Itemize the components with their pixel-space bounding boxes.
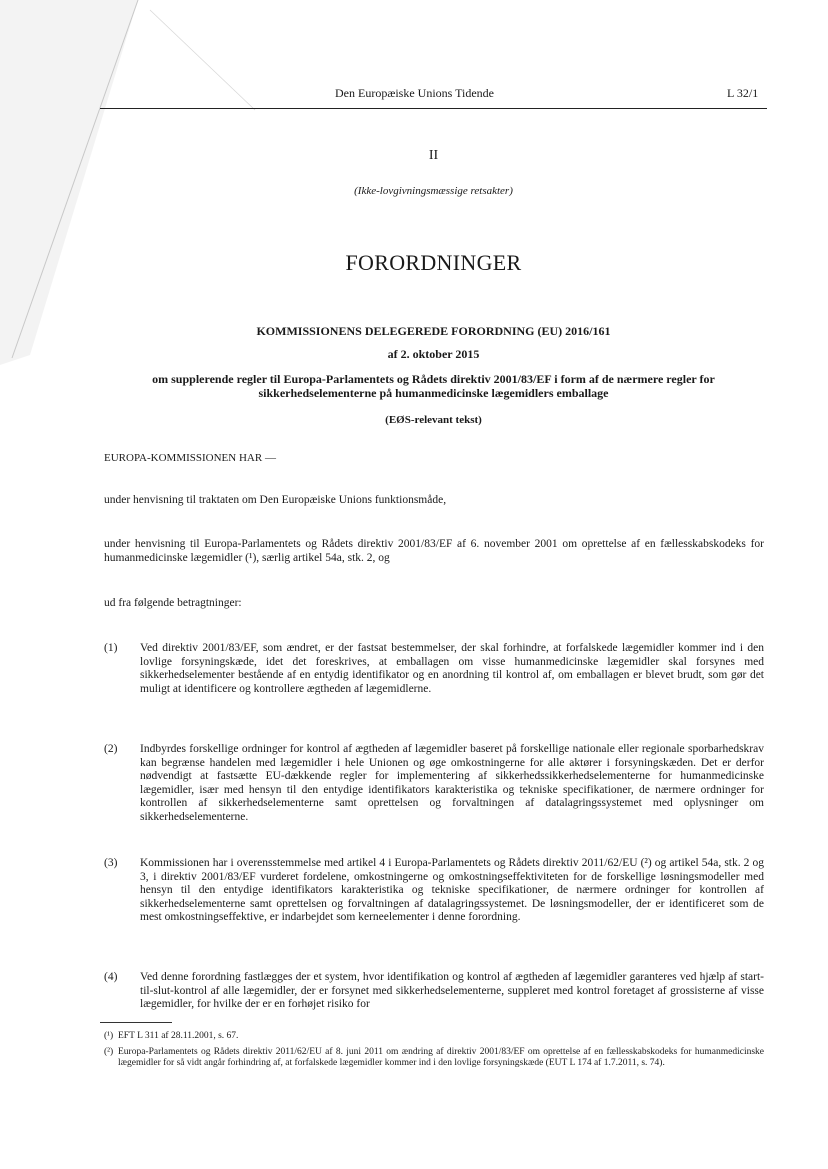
eea-relevance-note: (EØS-relevant tekst)	[385, 414, 482, 426]
recital-number: (1)	[104, 642, 118, 654]
footnote-rule	[100, 1022, 172, 1023]
recital-text: Indbyrdes forskellige ordninger for kontrol af ægtheden af lægemidler baseret på forskellige nationale eller regionale sporbarhedskrav kan begrænse handelen med lægemidler i hele Unionen og øge omkostningerne for alle aktører i forsyningskæden. Det er derfor nødvendigt at fastsætte EU-dækkende regler for implementering af sikkerhedssikkerhedselementerne for humanmedicinske lægemidler, især med hensyn til den entydige identifikators karakteristika og tekniske specifikationer, de nærmere ordninger for kontrollen af sikkerhedselementerne samt oprettelsen og forvaltningen af datalagringssystemet med oplysninger om sikkerhedselementerne.	[140, 743, 764, 823]
recital-text: Ved direktiv 2001/83/EF, som ændret, er der fastsat bestemmelser, der skal forhindre, at forfalskede lægemidler kommer ind i den lovlige forsyningskæde, idet det foreskrives, at emballagen om visse humanmedicinske lægemidler skal forsynes med sikkerhedselementer bestående af en entydig identifikator og en anordning til kontrol af, om emballagen er blevet brudt, som gør det muligt at identificere og kontrollere ægtheden af lægemidlerne.	[140, 642, 764, 695]
footnote-text: EFT L 311 af 28.11.2001, s. 67.	[118, 1031, 239, 1041]
recital-number: (3)	[104, 857, 118, 869]
citation-directive: under henvisning til Europa-Parlamentets og Rådets direktiv 2001/83/EF af 6. november 2001 om oprettelse af en fællesskabskodeks for humanmedicinske lægemidler (¹), særlig artikel 54a, stk. 2, og	[104, 538, 764, 564]
citation-treaty: under henvisning til traktaten om Den Europæiske Unions funktionsmåde,	[104, 494, 447, 506]
enacting-intro: EUROPA-KOMMISSIONEN HAR —	[104, 452, 276, 464]
section-subtitle: (Ikke-lovgivningsmæssige retsakter)	[354, 185, 513, 197]
recital-text: Ved denne forordning fastlægges der et system, hvor identifikation og kontrol af ægtheden af lægemidler garanteres ved hjælp af start-til-slut-kontrol af alle lægemidler, der er forsynet med sikkerhedselementerne, suppleret med kontrol foretaget af grossisterne af visse lægemidler, for hvilke der er en forhøjet risiko for	[140, 971, 764, 1010]
journal-title: Den Europæiske Unions Tidende	[335, 86, 494, 100]
recital-number: (4)	[104, 971, 118, 983]
page-reference: L 32/1	[727, 86, 759, 100]
recital-number: (2)	[104, 743, 118, 755]
footnote-mark: (²)	[104, 1047, 114, 1057]
regulation-title: KOMMISSIONENS DELEGEREDE FORORDNING (EU) 2016/161	[256, 324, 611, 338]
considering-intro: ud fra følgende betragtninger:	[104, 597, 242, 609]
header-rule	[100, 108, 767, 109]
main-heading: FORORDNINGER	[345, 250, 522, 275]
recital-text: Kommissionen har i overensstemmelse med artikel 4 i Europa-Parlamentets og Rådets direktiv 2011/62/EU (²) og artikel 54a, stk. 2 og 3, i direktiv 2001/83/EF vurderet fordelene, omkostningerne og omkostningseffektiviteten for de forskellige løsningsmodeller med hensyn til den entydige identifikators karakteristika og tekniske specifikationer, de nærmere ordninger for kontrollen af sikkerhedselementerne samt oprettelsen og forvaltningen af datalagringssystemet. De løsningsmodeller, der er identificeret som de mest omkostningseffektive, er indarbejdet som kerneelementer i denne forordning.	[140, 857, 764, 923]
section-number: II	[428, 148, 439, 163]
regulation-subject: om supplerende regler til Europa-Parlamentets og Rådets direktiv 2001/83/EF i form af de nærmere regler for sikkerhedselementerne på humanmedicinske lægemidlers emballage	[152, 372, 715, 400]
footnote-text: Europa-Parlamentets og Rådets direktiv 2011/62/EU af 8. juni 2011 om ændring af direktiv 2001/83/EF om oprettelse af en fællesskabskodeks for humanmedicinske lægemidler for så vidt angår forhindring af, at forfalskede lægemidler kommer ind i den lovlige forsyningskæde (EUT L 174 af 1.7.2011, s. 74).	[118, 1047, 764, 1068]
regulation-date: af 2. oktober 2015	[387, 347, 480, 361]
footnote-mark: (¹)	[104, 1031, 114, 1041]
